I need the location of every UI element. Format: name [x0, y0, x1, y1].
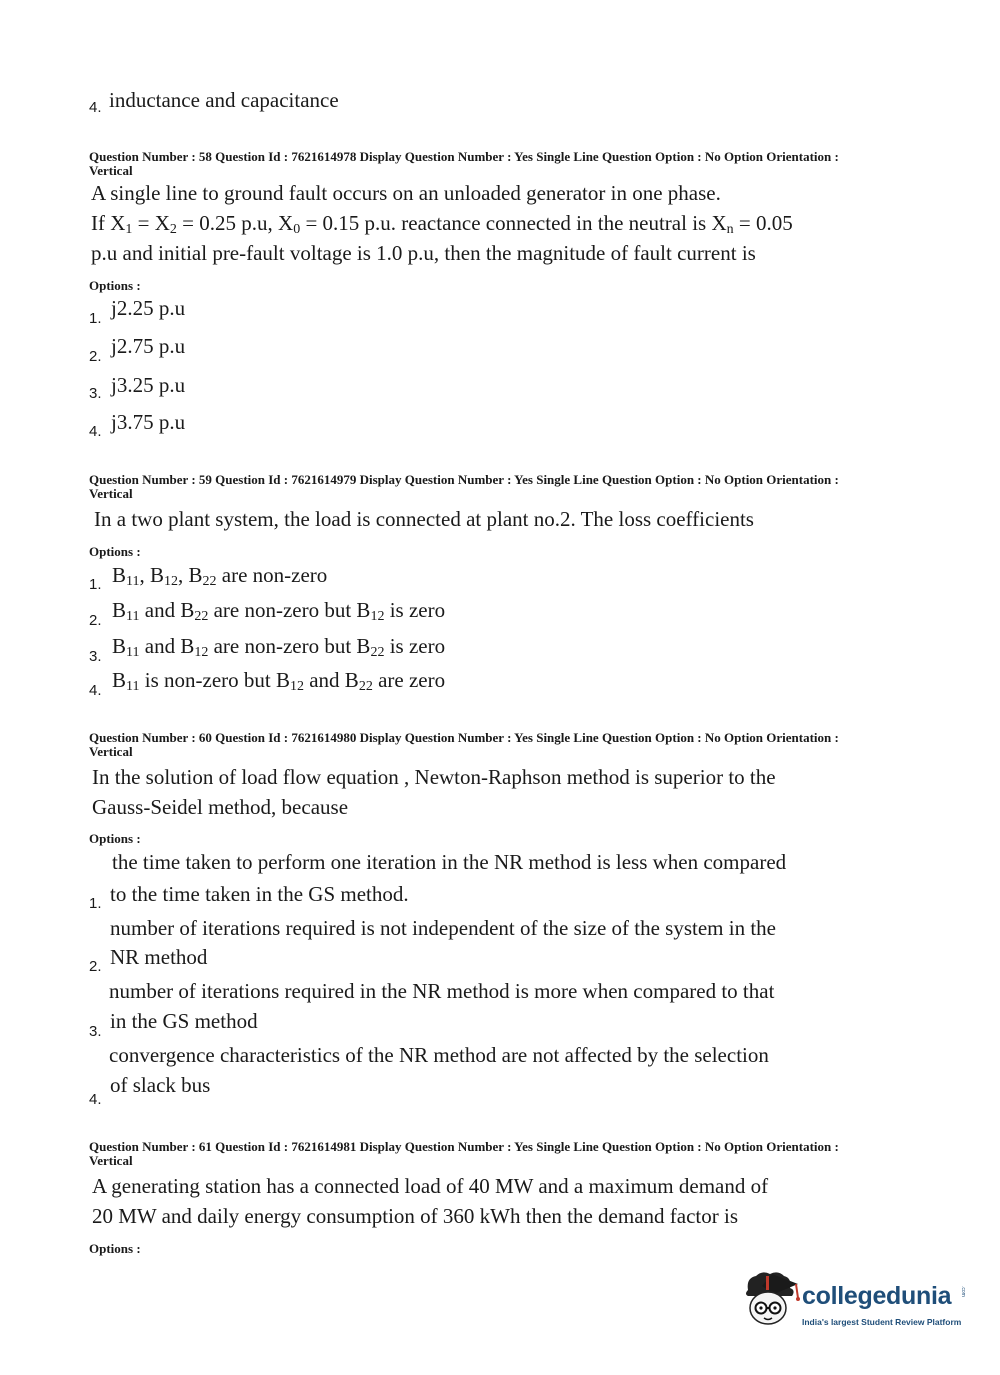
option-text: $B_{11}$ and $B_{12}$ are non-zero but $B_{22}$ is zero — [112, 634, 446, 660]
option-text-line-2: in the GS method — [110, 1009, 258, 1033]
question-61-line-1: A generating station has a connected load of 40 MW and a maximum demand of — [92, 1174, 769, 1198]
option-text: $B_{11}$ and $B_{22}$ are non-zero but $B_{12}$ is zero — [112, 598, 446, 624]
logo-wordmark: collegedunia — [802, 1282, 952, 1310]
option-text: j3.75 p.u — [111, 410, 186, 434]
option-text-line-1: convergence characteristics of the NR method are not affected by the selection — [109, 1043, 769, 1067]
options-label: Options : — [89, 1241, 141, 1256]
option-text-line-2: NR method — [110, 945, 208, 969]
question-58-meta: Question Number : 58 Question Id : 7621614978 Display Question Number : Yes Single Line Question Option : No Option Orientation : Vertical — [89, 149, 839, 178]
option-text: $B_{11}$ is non-zero but $B_{12}$ and $B_{22}$ are zero — [112, 668, 446, 694]
question-58-line-1: A single line to ground fault occurs on an unloaded generator in one phase. — [91, 181, 721, 205]
option-number: 4. — [89, 423, 102, 440]
question-58-line-3: p.u and initial pre-fault voltage is 1.0 p.u, then the magnitude of fault current is — [91, 241, 756, 265]
option-text-line-1: number of iterations required is not independent of the size of the system in the — [110, 916, 776, 940]
option-number: 3. — [89, 648, 102, 665]
question-58-line-2: If $X_1 = X_2 = 0.25$ p.u, $X_0 = 0.15$ p.u. reactance connected in the neutral is $X_n = 0.05$ — [91, 211, 793, 237]
question-60-meta: Question Number : 60 Question Id : 7621614980 Display Question Number : Yes Single Line Question Option : No Option Orientation : Vertical — [89, 730, 839, 759]
option-number: 4. — [89, 99, 102, 116]
question-61-meta: Question Number : 61 Question Id : 7621614981 Display Question Number : Yes Single Line Question Option : No Option Orientation : Vertical — [89, 1139, 839, 1168]
question-60-line-1: In the solution of load flow equation , Newton-Raphson method is superior to the — [92, 765, 776, 789]
question-61-line-2: 20 MW and daily energy consumption of 360 kWh then the demand factor is — [92, 1204, 738, 1228]
option-number: 1. — [89, 310, 102, 327]
option-number: 2. — [89, 612, 102, 629]
option-number: 3. — [89, 385, 102, 402]
option-text: inductance and capacitance — [109, 88, 339, 112]
option-text: $B_{11}$, $B_{12}$, $B_{22}$ are non-zero — [112, 563, 328, 589]
option-text: j2.75 p.u — [111, 334, 186, 358]
option-number: 3. — [89, 1023, 102, 1040]
mascot-icon — [740, 1268, 800, 1340]
option-number: 1. — [89, 576, 102, 593]
question-59-line-1: In a two plant system, the load is connected at plant no.2. The loss coefficients — [94, 507, 754, 531]
options-label: Options : — [89, 544, 141, 559]
logo-tagline: India's largest Student Review Platform — [802, 1317, 962, 1327]
option-text-line-1: number of iterations required in the NR method is more when compared to that — [109, 979, 775, 1003]
option-number: 4. — [89, 1091, 102, 1108]
collegedunia-logo — [740, 1268, 970, 1340]
options-label: Options : — [89, 831, 141, 846]
option-number: 4. — [89, 682, 102, 699]
option-text: j2.25 p.u — [111, 296, 186, 320]
option-number: 2. — [89, 958, 102, 975]
option-text-line-1: the time taken to perform one iteration in the NR method is less when compared — [112, 850, 787, 874]
option-text: j3.25 p.u — [111, 373, 186, 397]
option-text-line-2: of slack bus — [110, 1073, 211, 1097]
option-number: 1. — [89, 895, 102, 912]
logo-domain-suffix: .com — [960, 1286, 966, 1297]
options-label: Options : — [89, 278, 141, 293]
option-text-line-2: to the time taken in the GS method. — [110, 882, 409, 906]
option-number: 2. — [89, 348, 102, 365]
question-60-line-2: Gauss-Seidel method, because — [92, 795, 349, 819]
question-59-meta: Question Number : 59 Question Id : 7621614979 Display Question Number : Yes Single Line Question Option : No Option Orientation : Vertical — [89, 472, 839, 501]
